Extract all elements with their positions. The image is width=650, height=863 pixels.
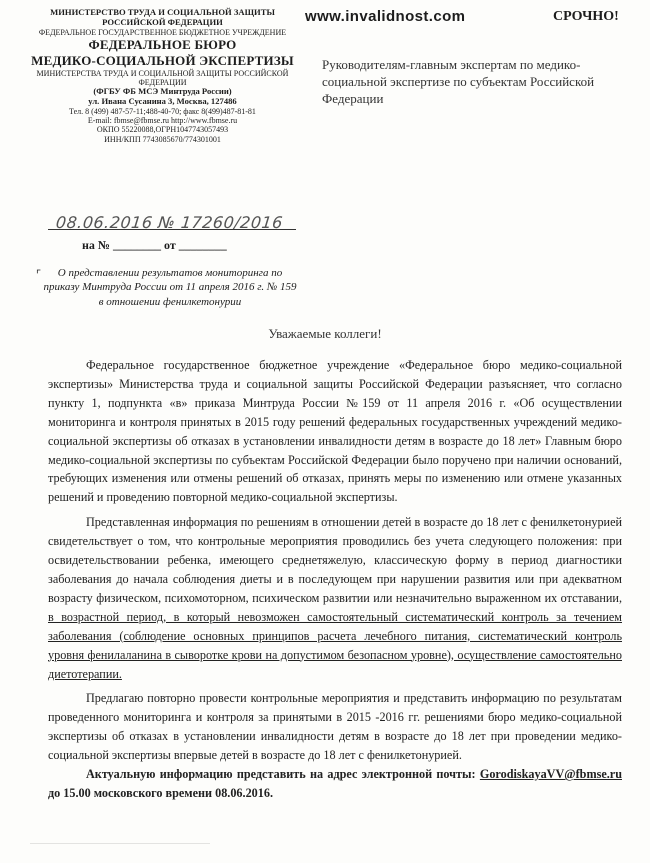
outgoing-number: 08.06.2016 № 17260/2016 [55,213,284,232]
letterhead-short-name: (ФГБУ ФБ МСЭ Минтруда России) [93,86,232,97]
letterhead-inn: ИНН/КПП 7743085670/774301001 [104,134,221,144]
letterhead-name-line1: ФЕДЕРАЛЬНОЕ БЮРО [88,36,237,52]
paragraph-1: Федеральное государственное бюджетное учреждение «Федеральное бюро медико-социальной экспертизы» Министерства труда и социальной защиты Российской Федерации разъясняет, что согласно пункту 1, подпункта «в» приказа Минтруда России №159 от 11 апреля 2016 г. «Об осуществлении мониторинга и контроля принятых в 2015 году решений федеральных государственных учреждений медико-социальной экспертизы об отказах в установлении инвалидности детям в возрасте до 18 лет» Главным бюро медико-социальной экспертизы по субъектам Российской Федерации было поручено при наличии оснований, требующих изменения или отмены решений об отказах, принять меры по изменению или отмене указанных решений и проведению повторной медико-социальной экспертизы. [48,358,622,505]
site-watermark: www.invalidnost.com [305,8,466,25]
letter-body [48,356,622,803]
paragraph-2-underlined: в возрастной период, в который невозможен самостоятельный систематический контроль за течением заболевания (соблюдение основных принципов расчета лечебного питания, систематический контроль уровня фенилаланина в сыворотке крови на допустимом безопасном уровне), осуществление самостоятельно диетотерапии. [48,609,622,681]
subject-text: О представлении результатов мониторинга по приказу Минтруда России от 11 апреля 2016 г. № 159 в отношении фенилкетонурии [43,267,297,308]
final-paragraph [48,765,622,803]
letterhead-name-line2: МЕДИКО-СОЦИАЛЬНОЙ ЭКСПЕРТИЗЫ [31,52,294,68]
letterhead-ministry: МИНИСТЕРСТВО ТРУДА И СОЦИАЛЬНОЙ ЗАЩИТЫ РОССИЙСКОЙ ФЕДЕРАЦИИ [50,7,275,27]
subject-block [36,266,300,309]
letterhead-ministry-sub: МИНИСТЕРСТВА ТРУДА И СОЦИАЛЬНОЙ ЗАЩИТЫ РОССИЙСКОЙ ФЕДЕРАЦИИ [36,68,289,87]
paragraph-3: Предлагаю повторно провести контрольные мероприятия и представить информацию по результатам проведенного мониторинга и контроля за принятыми в 2015 -2016 гг. решениями бюро медико-социальной экспертизы об отказах в установлении инвалидности детям в возрасте до 18 лет при проведении медико-социальной экспертизы впервые детей в возрасте до 18 лет с фенилкетонурией. [48,691,622,763]
urgent-mark: СРОЧНО! [553,9,619,24]
final-deadline: до 15.00 московского времени 08.06.2016. [48,785,273,800]
contact-email[interactable]: GorodiskayaVV@fbmse.ru [479,767,622,782]
letterhead-address: ул. Ивана Сусанина 3, Москва, 127486 [88,96,237,107]
paragraph-2 [48,513,622,683]
letterhead-email-web: E-mail: fbmse@fbmse.ru http://www.fbmse.ru [87,116,238,126]
greeting: Уважаемые коллеги! [268,326,382,341]
outgoing-number-line [48,229,296,230]
letterhead-institution-type: ФЕДЕРАЛЬНОЕ ГОСУДАРСТВЕННОЕ БЮДЖЕТНОЕ УЧРЕЖДЕНИЕ [38,27,287,37]
reference-line: на № ________ от ________ [82,238,227,252]
letterhead-phones: Тел. 8 (499) 487-57-11;488-40-70; факс 8(499)487-81-81 [69,106,256,116]
addressee: Руководителям-главным экспертам по медико-социальной экспертизе по субъектам Российской Федерации [322,57,595,106]
final-text: Актуальную информацию представить на адрес электронной почты: [86,767,476,782]
subject-bracket-icon: ⌜ [36,269,42,281]
letterhead [20,8,305,144]
letterhead-okpo: ОКПО 55220088,ОГРН1047743057493 [96,125,229,135]
footer-stamp-trace [30,843,210,856]
paragraph-2-text: Представленная информация по решениям в отношении детей в возрасте до 18 лет с фенилкетонурией свидетельствует о том, что контрольные мероприятия проводились без учета следующего положения: при освидетельствовании ребенка, имеющего среднетяжелую, классическую форму в период диагностики заболевания до начала соблюдения диеты и в последующем при нарушении развития или при адекватном возрасту физическом, психомоторном, психическом развитии или незначительно выраженном их отставании, [48,515,622,605]
